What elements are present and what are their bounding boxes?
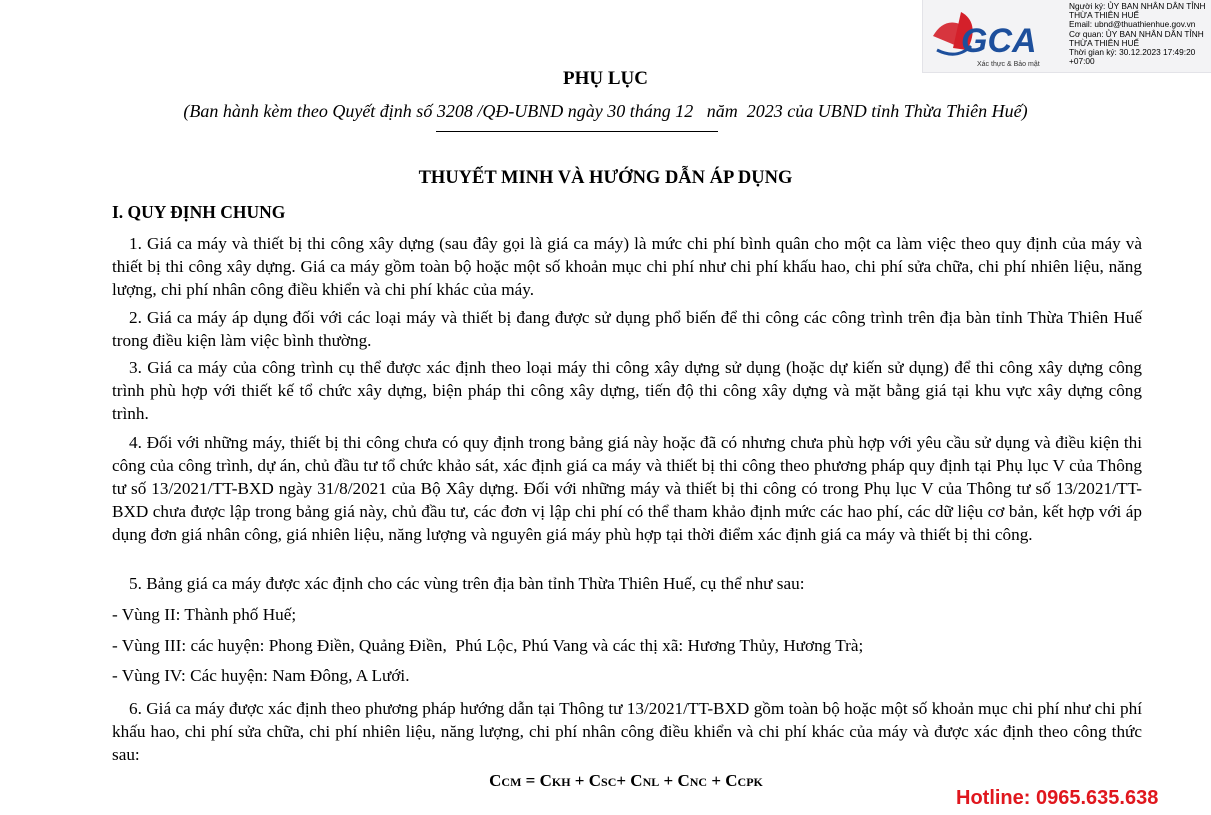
signature-details	[1069, 2, 1211, 66]
svg-text:Xác thực & Bảo mật: Xác thực & Bảo mật	[977, 61, 1040, 68]
digital-signature-box	[922, 0, 1211, 73]
svg-text:GCA: GCA	[961, 22, 1037, 60]
email-line: Email: ubnd@thuathienhue.gov.vn	[1069, 19, 1196, 30]
paragraph-6: 6. Giá ca máy được xác định theo phương pháp hướng dẫn tại Thông tư 13/2021/TT-BXD gồm toàn bộ hoặc một số khoản mục chi phí như chi phí khấu hao, chi phí sửa chữa, chi phí nhiên liệu, năng lượng, chi phí nhân công điều khiển và chi phí khác của máy và được xác định theo công thức sau:	[112, 699, 1142, 764]
agency-line: Cơ quan: ỦY BAN NHÂN DÂN TỈNH THỪA THIÊN HUẾ	[1069, 28, 1204, 48]
signer-line: Người ký: ỦY BAN NHÂN DÂN TỈNH THỪA THIÊN HUẾ	[1069, 1, 1206, 21]
paragraph-2: 2. Giá ca máy áp dụng đối với các loại máy và thiết bị đang được sử dụng phổ biến để thi công các công trình trên địa bàn tỉnh Thừa Thiên Huế trong điều kiện làm việc bình thường.	[112, 308, 1142, 350]
document-subtitle: (Ban hành kèm theo Quyết định số 3208 /QĐ-UBND ngày 30 tháng 12 năm 2023 của UBND tỉnh Thừa Thiên Huế)	[183, 101, 1028, 121]
subtitle-underline	[436, 131, 718, 132]
document-title: PHỤ LỤC	[563, 68, 648, 89]
paragraph-5: 5. Bảng giá ca máy được xác định cho các vùng trên địa bàn tỉnh Thừa Thiên Huế, cụ thể như sau:	[129, 574, 805, 593]
section-title: I. QUY ĐỊNH CHUNG	[112, 202, 286, 222]
paragraph-3: 3. Giá ca máy của công trình cụ thể được xác định theo loại máy thi công xây dựng sử dụng (hoặc dự kiến sử dụng) để thi công xây dựng công trình phù hợp với thiết kế tổ chức xây dựng, biện pháp thi công xây dựng, tiến độ thi công xây dựng và mặt bằng giá tại khu vực xây dựng công trình.	[112, 358, 1142, 423]
region-item: - Vùng II: Thành phố Huế;	[112, 605, 297, 624]
hotline-text: Hotline: 0965.635.638	[956, 787, 1159, 809]
sign-time-line: Thời gian ký: 30.12.2023 17:49:20 +07:00	[1069, 47, 1196, 67]
region-item: - Vùng IV: Các huyện: Nam Đông, A Lưới.	[112, 666, 410, 685]
paragraph-4: 4. Đối với những máy, thiết bị thi công chưa có quy định trong bảng giá này hoặc đã có nhưng chưa phù hợp với yêu cầu sử dụng và điều kiện thi công của công trình, dự án, chủ đầu tư tổ chức khảo sát, xác định giá ca máy và thiết bị thi công theo phương pháp quy định tại Phụ lục V của Thông tư số 13/2021/TT-BXD ngày 31/8/2021 của Bộ Xây dựng. Đối với những máy và thiết bị thi công có trong Phụ lục V của Thông tư số 13/2021/TT-BXD chưa được lập trong bảng giá này, chủ đầu tư, các đơn vị lập chi phí có thể tham khảo định mức các hao phí, các dữ liệu cơ bản, kết hợp với áp dụng đơn giá nhân công, giá nhiên liệu, năng lượng và nguyên giá máy phù hợp tại thời điểm xác định giá ca máy và thiết bị thi công.	[112, 433, 1142, 544]
region-item: - Vùng III: các huyện: Phong Điền, Quảng Điền, Phú Lộc, Phú Vang và các thị xã: Hương Thủy, Hương Trà;	[112, 636, 864, 655]
cost-formula: CCM = CKH + CSC+ CNL + CNC + CCPK	[489, 771, 763, 790]
vgca-logo	[927, 6, 1067, 70]
paragraph-1: 1. Giá ca máy và thiết bị thi công xây dựng (sau đây gọi là giá ca máy) là mức chi phí bình quân cho một ca làm việc theo quy định của máy và thiết bị thi công xây dựng. Giá ca máy gồm toàn bộ hoặc một số khoản mục chi phí như chi phí khấu hao, chi phí sửa chữa, chi phí nhiên liệu, năng lượng, chi phí nhân công điều khiển và chi phí khác của máy.	[112, 234, 1142, 299]
section-heading: THUYẾT MINH VÀ HƯỚNG DẪN ÁP DỤNG	[418, 168, 793, 188]
